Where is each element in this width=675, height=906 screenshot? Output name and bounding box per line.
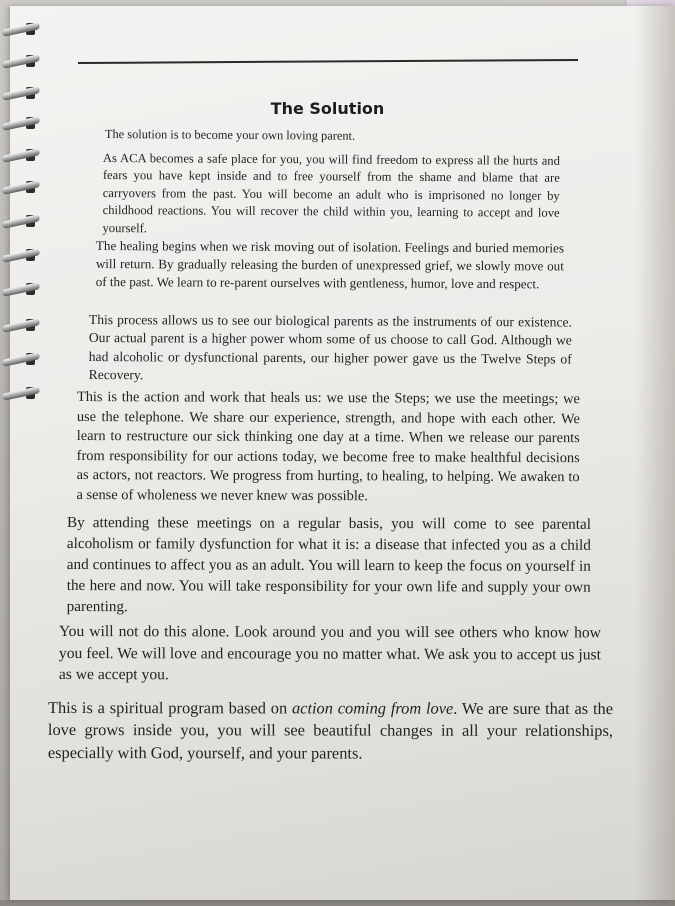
paragraph-spiritual-program-lead: This is a spiritual program based on [47,698,292,718]
spiral-coil [2,214,42,228]
coil-wire [2,180,41,195]
spiral-coil [2,318,42,332]
coil-wire [2,148,41,163]
spiral-coil [2,248,42,262]
paragraph-healing: The healing begins when we risk moving out of isolation. Feelings and buried memories will return. By gradually releasing the burden of unexpressed grief, we slowly move out of the past. We learn to re-parent ourselves with gentleness, humor, love and respect. [95,237,564,292]
coil-wire [2,318,41,333]
paragraph-spiritual-program [48,697,613,765]
coil-wire [2,54,41,69]
coil-wire [2,214,41,229]
spiral-binding [0,20,44,420]
paragraph-spiritual-program-emphasis: action coming from love [291,698,454,718]
paragraph-not-alone: You will not do this alone. Look around you and you will see others who know how you feel. We will love and encourage you no matter what. We ask you to accept us just as we accept you. [58,623,601,684]
spiral-coil [2,22,42,36]
paragraph-attending-meetings: By attending these meetings on a regular basis, you will come to see parental alcoholism or family dysfunction for what it is: a disease that infected you as a child and continues to affect you as an adult. You will learn to keep the focus on yourself in the here and now. You will take responsibility for your own life and supply your own parenting. [66,514,591,616]
coil-wire [2,248,41,263]
coil-wire [2,282,41,297]
paragraph-process: This process allows us to see our biological parents as the instruments of our existence. Our actual parent is a higher power whom some of us choose to call God. Although we had alcoholic or dysfunctional parents, our higher power gave us the Twelve Steps of Recovery. [88,312,572,383]
spiral-coil [2,352,42,366]
spiral-coil [2,180,42,194]
paragraph-safe-place: As ACA becomes a safe place for you, you will find freedom to express all the hurts and fears you have kept inside and to free yourself from the shame and blame that are carryovers from the past. You will become an adult who is imprisoned no longer by childhood reactions. You will recover the child within you, learning to accept and love yourself. [102,150,560,235]
paragraph-solution-intro: The solution is to become your own loving parent. [104,126,356,143]
paragraph-spiritual-program-tail: . We are sure that as the love grows inside you, you will see beautiful changes in all your relationships, especially with God, yourself, and your parents. [47,698,614,763]
coil-wire [2,386,41,401]
spiral-coil [2,54,42,68]
coil-wire [2,352,41,367]
page-shadow [635,6,675,906]
coil-wire [2,22,41,37]
page-title: The Solution [270,98,385,118]
paragraph-action-and-work: This is the action and work that heals us: we use the Steps; we use the meetings; we use the telephone. We share our experience, strength, and hope with each other. We learn to restructure our sick thinking one day at a time. When we release our parents from responsibility for our actions today, we become free to make healthful decisions as actors, not reactors. We progress from hurting, to healing, to helping. We awaken to a sense of wholeness we never knew was possible. [76,389,580,505]
spiral-coil [2,148,42,162]
spiral-coil [2,116,42,130]
spiral-coil [2,282,42,296]
spiral-coil [2,386,42,400]
coil-wire [2,116,41,131]
